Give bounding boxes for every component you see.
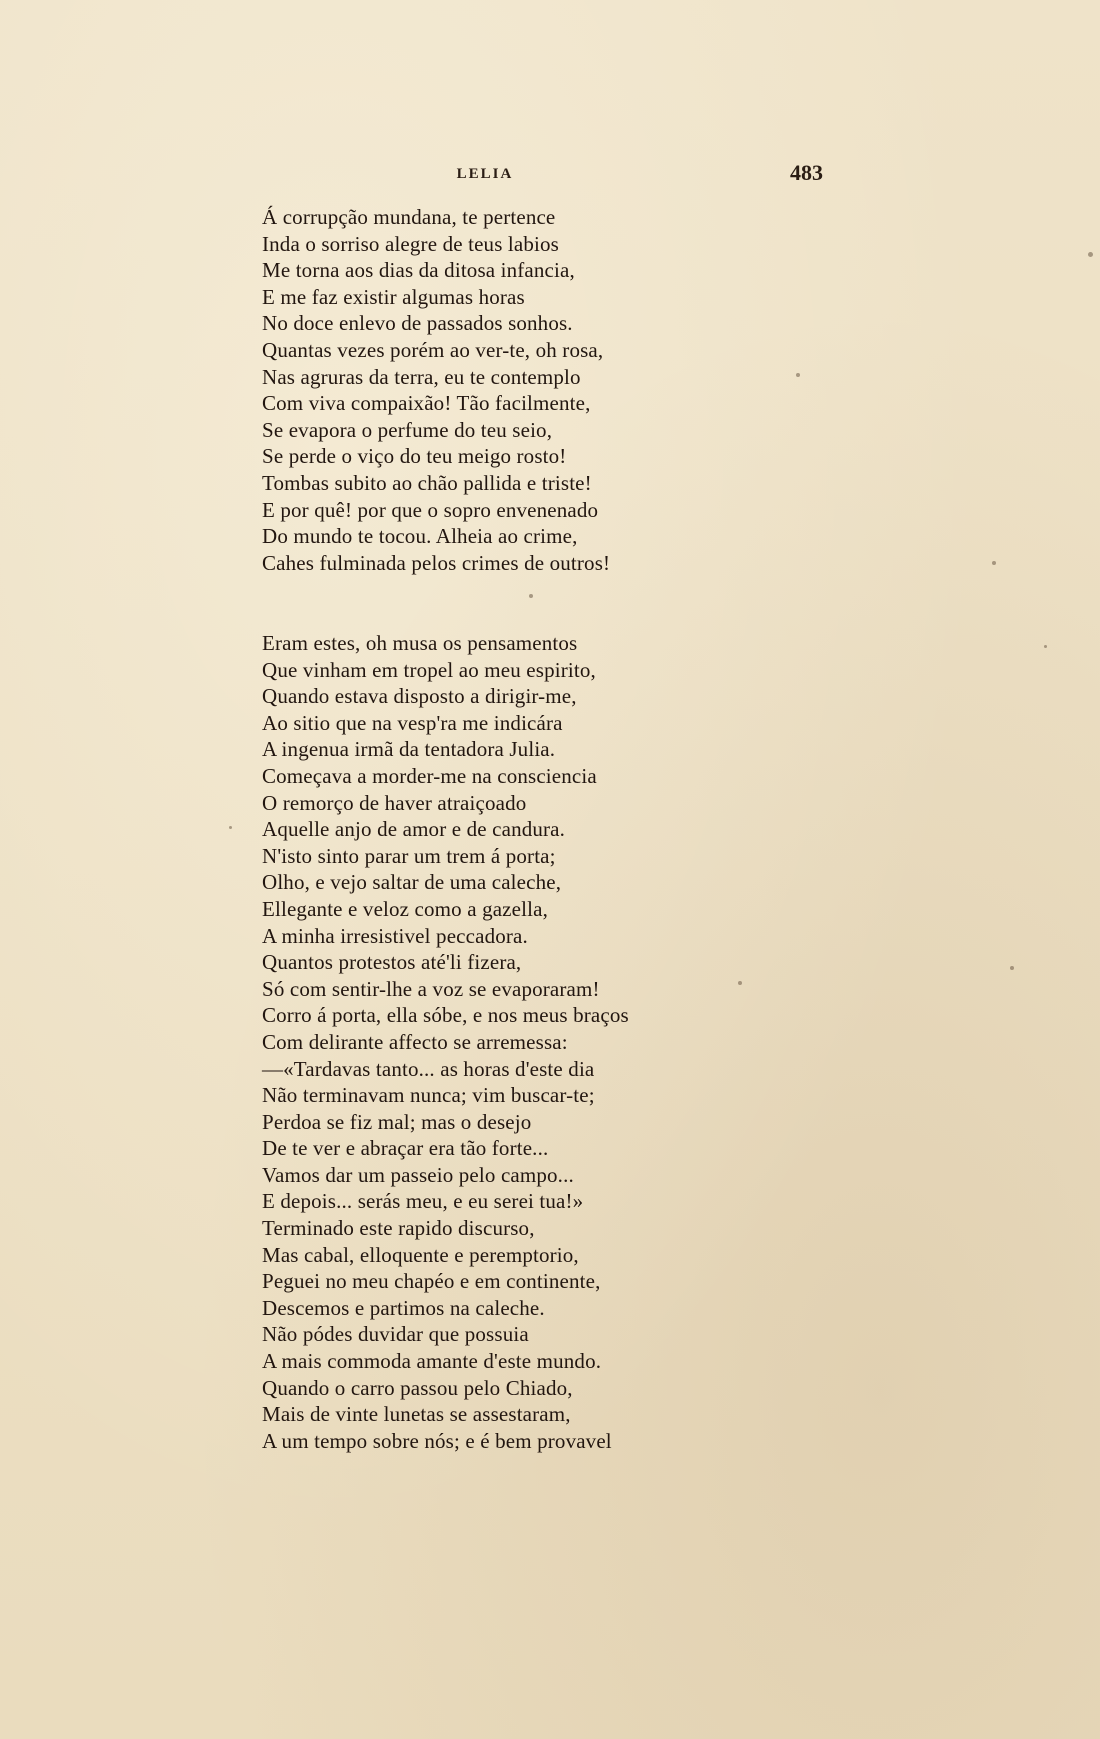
- verse-line: E por quê! por que o sopro envenenado: [262, 497, 599, 522]
- verse-line: Cahes fulminada pelos crimes de outros!: [262, 550, 611, 575]
- verse-line: Inda o sorriso alegre de teus labios: [262, 231, 559, 256]
- verse-line: Do mundo te tocou. Alheia ao crime,: [262, 524, 578, 549]
- verse-line: E depois... serás meu, e eu serei tua!»: [262, 1189, 584, 1214]
- verse-line: Me torna aos dias da ditosa infancia,: [262, 258, 575, 283]
- verse-line: Se evapora o perfume do teu seio,: [262, 417, 553, 442]
- verse-line: A um tempo sobre nós; e é bem provavel: [262, 1428, 612, 1453]
- verse-line: Quantas vezes porém ao ver-te, oh rosa,: [262, 337, 604, 362]
- verse-line: Olho, e vejo saltar de uma caleche,: [262, 870, 562, 895]
- verse-line: Tombas subito ao chão pallida e triste!: [262, 470, 592, 495]
- verse-line: Corro á porta, ella sóbe, e nos meus braços: [262, 1003, 629, 1028]
- verse-line: O remorço de haver atraiçoado: [262, 790, 527, 815]
- verse-line: A ingenua irmã da tentadora Julia.: [262, 737, 556, 762]
- verse-line: A minha irresistivel peccadora.: [262, 923, 528, 948]
- paper-speck: [738, 981, 742, 985]
- verse-line: Só com sentir-lhe a voz se evaporaram!: [262, 976, 600, 1001]
- paper-speck: [1044, 645, 1047, 648]
- verse-line: Que vinham em tropel ao meu espirito,: [262, 657, 596, 682]
- paper-speck: [796, 373, 800, 377]
- paper-speck: [529, 594, 533, 598]
- verse-line: Nas agruras da terra, eu te contemplo: [262, 364, 581, 389]
- verse-line: Á corrupção mundana, te pertence: [262, 205, 556, 229]
- verse-line: No doce enlevo de passados sonhos.: [262, 311, 573, 336]
- verse-line: Quantos protestos até'li fizera,: [262, 950, 522, 975]
- verse-line: Quando estava disposto a dirigir-me,: [262, 684, 577, 709]
- verse-line: N'isto sinto parar um trem á porta;: [262, 843, 556, 868]
- stanza-2: [262, 630, 629, 1454]
- verse-line: Aquelle anjo de amor e de candura.: [262, 817, 566, 842]
- running-header-title: LELIA: [456, 166, 514, 182]
- verse-line: Ellegante e veloz como a gazella,: [262, 896, 548, 921]
- paper-speck: [1010, 966, 1014, 970]
- verse-line: Mas cabal, elloquente e peremptorio,: [262, 1242, 579, 1267]
- verse-line: Começava a morder-me na consciencia: [262, 763, 597, 788]
- stanza-1: [262, 204, 610, 576]
- paper-speck: [229, 826, 232, 829]
- verse-line: Se perde o viço do teu meigo rosto!: [262, 444, 567, 469]
- verse-line: Perdoa se fiz mal; mas o desejo: [262, 1109, 532, 1134]
- verse-line: Terminado este rapido discurso,: [262, 1216, 535, 1241]
- verse-line: Com viva compaixão! Tão facilmente,: [262, 391, 591, 416]
- page-number: 483: [790, 160, 823, 185]
- verse-line: A mais commoda amante d'este mundo.: [262, 1349, 602, 1374]
- verse-line: E me faz existir algumas horas: [262, 284, 525, 309]
- verse-line: Vamos dar um passeio pelo campo...: [262, 1162, 574, 1187]
- verse-line: Não terminavam nunca; vim buscar-te;: [262, 1083, 595, 1108]
- verse-line: Peguei no meu chapéo e em continente,: [262, 1269, 601, 1294]
- verse-line: Não pódes duvidar que possuia: [262, 1322, 529, 1347]
- paper-speck: [992, 561, 996, 565]
- verse-line: Quando o carro passou pelo Chiado,: [262, 1375, 573, 1400]
- verse-line: De te ver e abraçar era tão forte...: [262, 1136, 549, 1161]
- verse-line: Descemos e partimos na caleche.: [262, 1295, 545, 1320]
- verse-line: Mais de vinte lunetas se assestaram,: [262, 1402, 571, 1427]
- paper-speck: [1088, 252, 1093, 257]
- verse-line: —«Tardavas tanto... as horas d'este dia: [262, 1056, 595, 1081]
- verse-line: Com delirante affecto se arremessa:: [262, 1029, 568, 1054]
- verse-line: Ao sitio que na vesp'ra me indicára: [262, 710, 563, 735]
- verse-line: Eram estes, oh musa os pensamentos: [262, 631, 578, 655]
